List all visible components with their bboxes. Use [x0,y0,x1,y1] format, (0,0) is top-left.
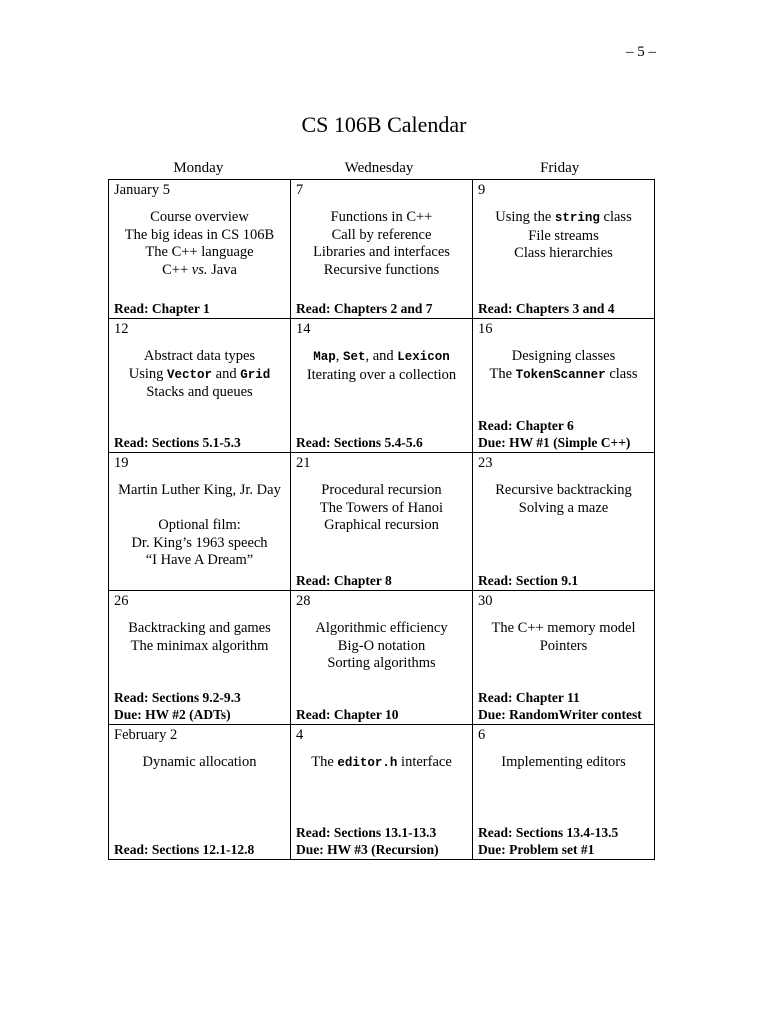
topic-text: Designing classes [511,348,616,364]
cell-assignments [478,418,630,451]
topic-line [296,754,467,773]
cell-topics [296,209,467,279]
topic-line [478,638,649,656]
topic-text: Class hierarchies [514,245,613,262]
cell-topics [114,209,285,279]
assignment-line: Due: HW #3 (Recursion) [296,841,439,857]
cell-assignments [296,573,392,590]
day-cell [291,725,473,860]
topic-line [296,262,467,280]
cell-date: 7 [296,182,304,198]
day-cell [473,180,655,319]
topic-text: Course overview [150,209,249,225]
topic-text: Backtracking and games [128,620,271,636]
topic-text: Using [128,365,168,382]
topic-text: Pointers [539,637,588,654]
day-cell [109,180,291,319]
week-row [109,319,655,453]
topic-text: The C++ memory model [491,620,636,636]
topic-line [114,620,285,638]
topic-text: Optional film: [158,517,241,534]
assignment-line: Due: HW #2 (ADTs) [114,706,231,722]
cell-assignments [478,301,615,318]
week-row [109,591,655,725]
topic-line [114,262,285,280]
topic-line [296,500,467,518]
topic-line [114,552,285,570]
topic-line [114,384,285,402]
code-term: Lexicon [397,350,450,364]
topic-line [296,209,467,227]
cell-date: 30 [478,593,493,609]
day-cell [291,453,473,591]
topic-line [114,348,285,366]
day-header-wednesday: Wednesday [344,160,414,176]
topic-text: and [212,365,241,382]
cell-topics [478,209,649,263]
cell-topics [296,754,467,773]
cell-assignments [296,301,433,318]
cell-assignments [114,301,210,318]
topic-line [478,348,649,366]
code-term: Set [342,350,366,364]
day-cell [473,591,655,725]
week-row [109,725,655,860]
day-header-friday: Friday [540,160,580,176]
cell-date: 26 [114,593,129,609]
topic-text: Functions in C++ [330,209,433,225]
assignment-line: Read: Section 9.1 [478,572,579,588]
cell-topics [296,482,467,535]
cell-assignments [296,825,439,858]
topic-text: Stacks and queues [146,384,253,401]
day-cell [291,319,473,453]
topic-text: Solving a maze [518,499,609,516]
topic-text: The C++ language [145,244,254,261]
topic-text: Sorting algorithms [327,655,436,672]
topic-line [114,366,285,385]
topic-line [114,754,285,772]
cell-assignments [296,435,423,452]
code-term: editor.h [337,756,398,770]
day-cell [473,453,655,591]
cell-topics [478,620,649,655]
topic-text: The [311,754,338,770]
topic-line [114,517,285,535]
assignment-line: Read: Chapters 3 and 4 [478,300,615,316]
topic-text: Java [207,261,237,278]
day-cell [473,319,655,453]
topic-text: Abstract data types [143,348,256,364]
assignment-line: Due: RandomWriter contest [478,706,642,722]
cell-topics [114,620,285,655]
page-title: CS 106B Calendar [301,112,467,137]
topic-line [114,244,285,262]
topic-text: vs. [191,261,208,278]
day-cell [291,591,473,725]
topic-text: Using the [495,209,555,225]
topic-line [114,227,285,245]
assignment-line: Read: Chapter 11 [478,690,580,705]
cell-topics [478,754,649,772]
topic-line [296,655,467,673]
topic-line [296,482,467,500]
code-term: TokenScanner [515,367,606,382]
topic-text: C++ [162,261,192,278]
topic-text [198,500,202,516]
topic-line [478,620,649,638]
topic-text: The [489,365,516,382]
code-term: Map [313,350,336,364]
topic-text: File streams [528,227,599,244]
topic-line [478,754,649,772]
day-headers [108,160,650,177]
cell-topics [478,482,649,517]
cell-date: 16 [478,321,493,337]
topic-line [114,482,285,500]
day-cell [109,725,291,860]
day-cell [109,453,291,591]
cell-topics [114,754,285,772]
topic-line [114,209,285,227]
topic-text: Dynamic allocation [142,754,257,770]
cell-date: 12 [114,321,129,337]
cell-assignments [114,690,241,723]
topic-text: Call by reference [331,226,432,243]
assignment-line: Read: Chapters 2 and 7 [296,300,433,316]
cell-topics [296,348,467,384]
topic-text: “I Have A Dream” [145,552,254,569]
cell-date: 9 [478,182,486,198]
topic-text: The minimax algorithm [130,637,269,654]
topic-text: Procedural recursion [321,482,442,498]
cell-assignments [478,690,642,723]
cell-date: 6 [478,727,486,743]
page-number: – 5 – [626,44,656,60]
day-cell [109,319,291,453]
topic-text: Algorithmic efficiency [315,620,448,636]
week-row [109,180,655,319]
cell-assignments [114,842,254,859]
day-cell [109,591,291,725]
cell-date: 23 [478,455,493,471]
topic-text: Big-O notation [337,637,426,654]
topic-line [296,244,467,262]
topic-line [296,620,467,638]
cell-assignments [114,435,241,452]
topic-text: The big ideas in CS 106B [124,226,275,243]
topic-text: Libraries and interfaces [313,244,450,261]
topic-line [296,227,467,245]
topic-text: Graphical recursion [324,517,439,534]
day-header-monday: Monday [173,160,224,176]
assignment-line: Read: Sections 13.1-13.3 [296,825,437,840]
day-cell [473,725,655,860]
topic-text: , and [365,348,398,364]
assignment-line: Read: Chapter 8 [296,572,392,588]
topic-text: , [335,348,343,364]
topic-line [114,535,285,553]
topic-text: Recursive functions [323,261,440,278]
code-term: Grid [240,367,271,382]
cell-date: February 2 [114,727,178,743]
topic-text: interface [397,754,452,770]
topic-line [478,228,649,246]
topic-text: class [599,209,632,225]
topic-text: class [605,365,638,382]
code-term: string [554,211,600,225]
assignment-line: Read: Sections 5.1-5.3 [114,434,241,450]
assignment-line: Read: Sections 12.1-12.8 [114,841,255,857]
assignment-line: Read: Sections 13.4-13.5 [478,825,619,840]
cell-date: 28 [296,593,311,609]
assignment-line: Read: Chapter 1 [114,300,210,316]
assignment-line: Read: Sections 9.2-9.3 [114,690,241,705]
cell-topics [478,348,649,384]
topic-line [114,638,285,656]
cell-assignments [478,825,618,858]
topic-text: Implementing editors [501,754,626,770]
cell-date: January 5 [114,182,170,198]
cell-date: 14 [296,321,311,337]
assignment-line: Due: Problem set #1 [478,841,595,857]
topic-line [478,366,649,385]
calendar-table [108,179,655,860]
cell-date: 21 [296,455,311,471]
week-row [109,453,655,591]
assignment-line: Due: HW #1 (Simple C++) [478,434,631,450]
topic-text: Martin Luther King, Jr. Day [118,482,281,498]
topic-text: Iterating over a collection [306,366,457,383]
cell-assignments [478,573,578,590]
topic-line [296,367,467,385]
code-term: Vector [167,367,213,382]
topic-text: Recursive backtracking [495,482,632,498]
cell-date: 19 [114,455,129,471]
day-cell [291,180,473,319]
topic-text: Dr. King’s 1963 speech [131,534,268,551]
topic-line [296,517,467,535]
topic-line [478,482,649,500]
topic-text: The Towers of Hanoi [319,499,444,516]
assignment-line: Read: Chapter 10 [296,706,399,722]
topic-line [478,500,649,518]
cell-date: 4 [296,727,304,743]
cell-topics [114,482,285,570]
topic-line [296,348,467,367]
topic-line [296,638,467,656]
cell-assignments [296,707,399,724]
topic-line [478,245,649,263]
cell-topics [114,348,285,402]
topic-line [478,209,649,228]
assignment-line: Read: Sections 5.4-5.6 [296,434,423,450]
topic-line [114,500,285,518]
assignment-line: Read: Chapter 6 [478,418,574,433]
cell-topics [296,620,467,673]
